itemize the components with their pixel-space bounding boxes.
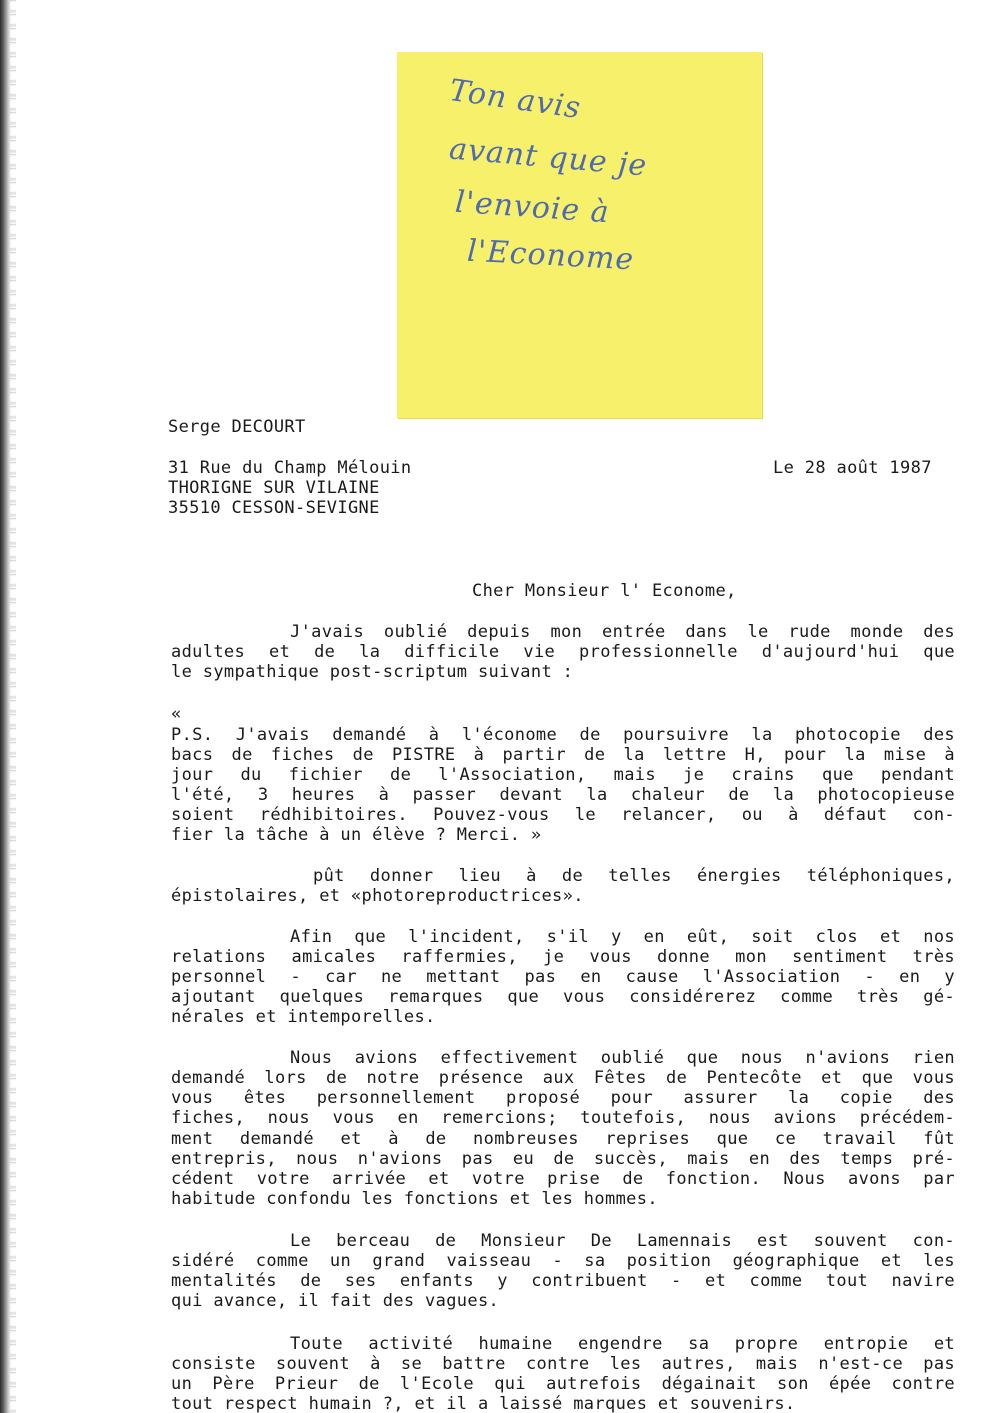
- paragraph-line: Le berceau de Monsieur De Lamennais est souvent con-: [290, 1231, 955, 1251]
- paragraph-line: mentalités de ses enfants y contribuent - et comme tout navire: [171, 1271, 955, 1291]
- sticky-note-line: l'Econome: [466, 233, 636, 278]
- paragraph-line: «: [171, 704, 182, 724]
- paragraph-line: tout respect humain ?, et il a laissé marques et souvenirs.: [171, 1394, 796, 1413]
- sender-address-line: THORIGNE SUR VILAINE: [168, 478, 380, 498]
- paragraph-line: l'été, 3 heures à passer devant la chaleur de la photocopieuse: [171, 785, 955, 805]
- paragraph-line: demandé lors de notre présence aux Fêtes de Pentecôte et que vous: [171, 1068, 955, 1088]
- paragraph-line: relations amicales raffermies, je vous donne mon sentiment très: [171, 947, 955, 967]
- paragraph-line: un Père Prieur de l'Ecole qui autrefois dégainait son épée contre: [171, 1374, 955, 1394]
- paragraph-line: Nous avions effectivement oublié que nous n'avions rien: [290, 1048, 955, 1068]
- sender-name: Serge DECOURT: [168, 417, 306, 437]
- paragraph-line: pût donner lieu à de telles énergies téléphoniques,: [313, 866, 955, 886]
- paragraph-line: J'avais oublié depuis mon entrée dans le rude monde des: [290, 622, 955, 642]
- sticky-note-line: avant que je: [447, 131, 649, 184]
- paragraph-line: ment demandé et à de nombreuses reprises que ce travail fût: [171, 1129, 955, 1149]
- paragraph-line: Toute activité humaine engendre sa propre entropie et: [290, 1334, 955, 1354]
- paragraph-line: qui avance, il fait des vagues.: [171, 1291, 500, 1311]
- paragraph-line: fier la tâche à un élève ? Merci. »: [171, 825, 542, 845]
- scan-edge-noise: [10, 0, 16, 1413]
- paragraph-line: ajoutant quelques remarques que vous considérerez comme très gé-: [171, 987, 955, 1007]
- paragraph-line: consiste souvent à se battre contre les autres, mais n'est-ce pas: [171, 1354, 955, 1374]
- sticky-note-line: l'envoie à: [453, 184, 611, 231]
- paragraph-line: habitude confondu les fonctions et les hommes.: [171, 1189, 658, 1209]
- paragraph-line: soient rédhibitoires. Pouvez-vous le relancer, ou à défaut con-: [171, 805, 955, 825]
- salutation: Cher Monsieur l' Econome,: [472, 581, 737, 601]
- paragraph-line: bacs de fiches de PISTRE à partir de la lettre H, pour la mise à: [171, 745, 955, 765]
- paragraph-line: entrepris, nous n'avions pas eu de succès, mais en des temps pré-: [171, 1149, 955, 1169]
- paragraph-line: Afin que l'incident, s'il y en eût, soit clos et nos: [290, 927, 955, 947]
- paragraph-line: sidéré comme un grand vaisseau - sa position géographique et les: [171, 1251, 955, 1271]
- sticky-note-line: Ton avis: [447, 72, 584, 127]
- paragraph-line: vous êtes personnellement proposé pour assurer la copie des: [171, 1088, 955, 1108]
- paragraph-line: fiches, nous vous en remercions; toutefois, nous avions précédem-: [171, 1108, 955, 1128]
- paragraph-line: cédent votre arrivée et votre prise de fonction. Nous avons par: [171, 1169, 955, 1189]
- paragraph-line: nérales et intemporelles.: [171, 1007, 436, 1027]
- sender-address-line: 35510 CESSON-SEVIGNE: [168, 498, 380, 518]
- paragraph-line: adultes et de la difficile vie professionnelle d'aujourd'hui que: [171, 642, 955, 662]
- sender-address-line: 31 Rue du Champ Mélouin: [168, 458, 412, 478]
- paragraph-line: jour du fichier de l'Association, mais je crains que pendant: [171, 765, 955, 785]
- paragraph-line: personnel - car ne mettant pas en cause l'Association - en y: [171, 967, 955, 987]
- sticky-note: [397, 52, 762, 418]
- paragraph-line: le sympathique post-scriptum suivant :: [171, 662, 574, 682]
- letter-date: Le 28 août 1987: [773, 458, 932, 478]
- paragraph-line: épistolaires, et «photoreproductrices».: [171, 886, 584, 906]
- paragraph-line: P.S. J'avais demandé à l'économe de poursuivre la photocopie des: [171, 725, 955, 745]
